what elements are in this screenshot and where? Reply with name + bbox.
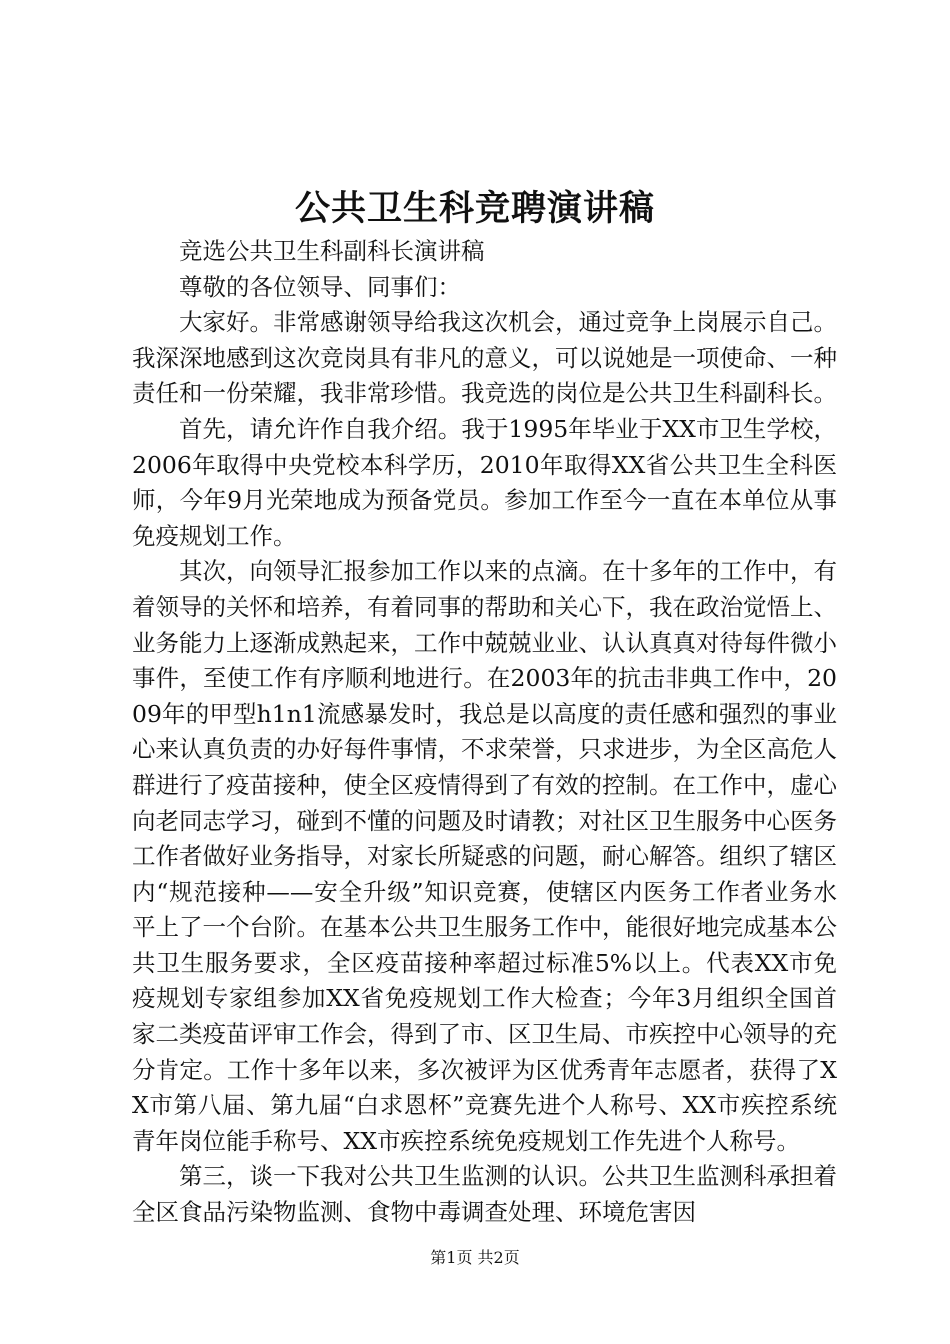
body-paragraph: 尊敬的各位领导、同事们： [179, 272, 461, 301]
body-paragraph: 竞选公共卫生科副科长演讲稿 [179, 237, 485, 265]
body-paragraph: 其次，向领导汇报参加工作以来的点滴。在十多年的工作中，有着领导的关怀和培养，有着同事的帮助和关心下，我在政治觉悟上、业务能力上逐渐成熟起来，工作中兢兢业业、认认真真对待每件微小事件，至使工作有序顺利地进行。在2003年的抗击非典工作中，2009年的甲型h1n1流感暴发时，我总是以高度的责任感和强烈的事业心来认真负责的办好每件事情，不求荣誉，只求进步，为全区高危人群进行了疫苗接种，使全区疫情得到了有效的控制。在工作中，虚心向老同志学习，碰到不懂的问题及时请教；对社区卫生服务中心医务工作者做好业务指导，对家长所疑惑的问题，耐心解答。组织了辖区内“规范接种——安全升级”知识竞赛，使辖区内医务工作者业务水平上了一个台阶。在基本公共卫生服务工作中，能很好地完成基本公共卫生服务要求，全区疫苗接种率超过标准5%以上。代表XX市免疫规划专家组参加XX省免疫规划工作大检查；今年3月组织全国首家二类疫苗评审工作会，得到了市、区卫生局、市疾控中心领导的充分肯定。工作十多年以来，多次被评为区优秀青年志愿者，获得了XX市第八届、第九届“白求恩杯”竞赛先进个人称号、XX市疾控系统青年岗位能手称号、XX市疾控系统免疫规划工作先进个人称号。 [132, 557, 837, 1155]
page-footer: 第1页 共2页 [430, 1248, 520, 1267]
document-title: 公共卫生科竞聘演讲稿 [294, 188, 655, 229]
body-paragraph: 首先，请允许作自我介绍。我于1995年毕业于XX市卫生学校，2006年取得中央党校本科学历，2010年取得XX省公共卫生全科医师，今年9月光荣地成为预备党员。参加工作至今一直在本单位从事免疫规划工作。 [132, 414, 837, 550]
document-body [132, 234, 837, 1231]
body-paragraph: 第三，谈一下我对公共卫生监测的认识。公共卫生监测科承担着全区食品污染物监测、食物中毒调查处理、环境危害因 [132, 1162, 837, 1227]
body-paragraph: 大家好。非常感谢领导给我这次机会，通过竞争上岗展示自己。我深深地感到这次竞岗具有非凡的意义，可以说她是一项使命、一种责任和一份荣耀，我非常珍惜。我竞选的岗位是公共卫生科副科长。 [132, 308, 837, 408]
